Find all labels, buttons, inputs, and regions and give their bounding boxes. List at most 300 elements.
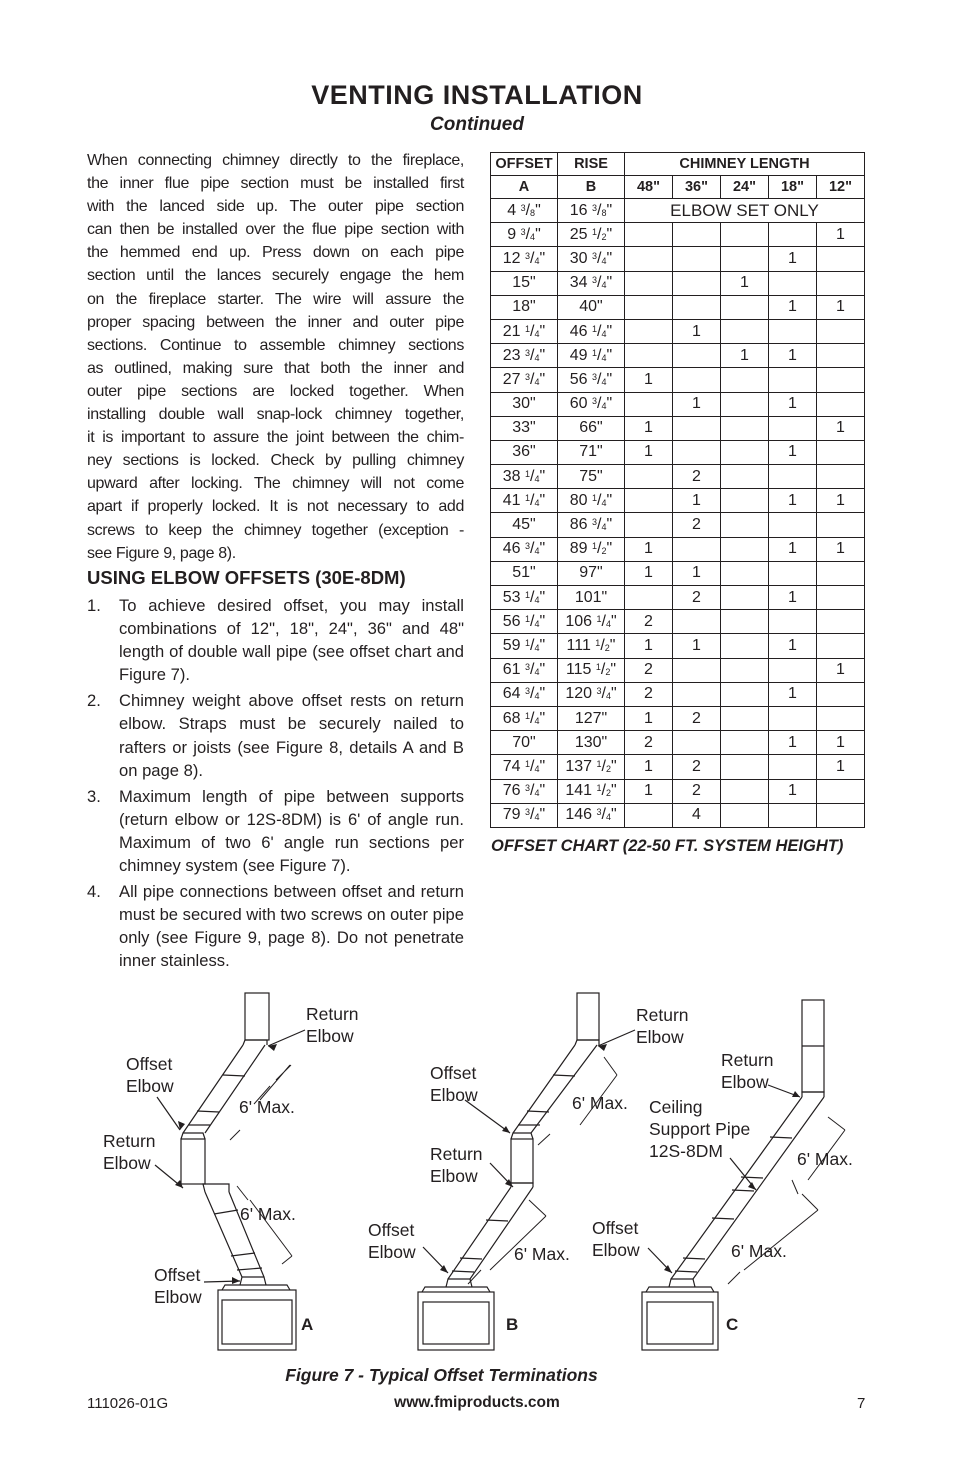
quantity-cell <box>769 755 817 779</box>
quantity-cell: 2 <box>673 706 721 730</box>
offset-cell <box>491 513 558 537</box>
quantity-cell: 2 <box>673 465 721 489</box>
offset-cell-unit: " <box>539 709 546 727</box>
page-subtitle: Continued <box>430 114 524 135</box>
website-link[interactable]: www.fmiproducts.com <box>394 1394 560 1411</box>
rise-cell <box>558 368 625 392</box>
table-row <box>491 682 865 706</box>
rise-cell-value: 120 <box>565 685 597 703</box>
offset-cell <box>491 199 558 223</box>
offset-cell-numerator: 1 <box>525 613 531 624</box>
offset-cell <box>491 803 558 827</box>
quantity-cell <box>817 779 865 803</box>
fireplace-c <box>642 1292 718 1350</box>
quantity-cell <box>721 537 769 561</box>
rise-cell-numerator: 3 <box>592 275 598 286</box>
quantity-cell <box>673 731 721 755</box>
rise-cell-numerator: 3 <box>592 396 598 407</box>
offset-cell-unit: " <box>539 806 546 824</box>
quantity-cell <box>721 731 769 755</box>
header-chimney-length: CHIMNEY LENGTH <box>625 153 865 176</box>
offset-cell <box>491 537 558 561</box>
fraction-slash: / <box>597 322 602 340</box>
rise-cell-unit: " <box>609 636 616 654</box>
rise-cell <box>558 561 625 585</box>
quantity-cell: 1 <box>769 779 817 803</box>
rise-cell-denominator: 4 <box>605 691 611 702</box>
fraction-slash: / <box>530 346 535 364</box>
quantity-cell: 1 <box>817 295 865 319</box>
quantity-cell: 2 <box>673 755 721 779</box>
offset-cell-denominator: 4 <box>534 788 540 799</box>
label-b-offset2-2: Elbow <box>368 1242 416 1262</box>
intro-line: can then be installed over the flue pipe section with <box>87 221 464 239</box>
offset-cell-value: 79 <box>502 806 526 824</box>
quantity-cell: 1 <box>769 682 817 706</box>
quantity-cell <box>721 682 769 706</box>
quantity-cell <box>769 271 817 295</box>
intro-line: on the fireplace starter. The wire will assure the <box>87 290 464 308</box>
fraction-slash: / <box>601 782 606 800</box>
rise-cell-denominator: 2 <box>601 231 607 242</box>
quantity-cell <box>721 803 769 827</box>
label-b-max-2: 6' Max. <box>514 1244 570 1264</box>
quantity-cell <box>673 537 721 561</box>
intro-line: apart if properly locked. It is not necessary to add <box>87 498 464 516</box>
quantity-cell: 1 <box>673 634 721 658</box>
rise-cell-numerator: 1 <box>596 613 602 624</box>
rise-cell <box>558 779 625 803</box>
offset-cell-unit: " <box>539 757 546 775</box>
quantity-cell <box>721 610 769 634</box>
quantity-cell: 1 <box>817 223 865 247</box>
label-c-support-pipe: Support Pipe <box>649 1119 751 1139</box>
offset-cell <box>491 247 558 271</box>
fraction-slash: / <box>597 540 602 558</box>
rise-cell <box>558 295 625 319</box>
rise-cell <box>558 537 625 561</box>
quantity-cell: 2 <box>673 513 721 537</box>
fireplace-a <box>218 1290 296 1350</box>
offset-cell-unit: " <box>539 249 546 267</box>
offset-cell-value: 30" <box>512 395 536 413</box>
label-a-max-1: 6' Max. <box>239 1097 295 1117</box>
offset-cell <box>491 610 558 634</box>
rise-cell-value: 89 <box>569 540 593 558</box>
offset-cell-value: 4 <box>507 201 521 219</box>
rise-cell <box>558 392 625 416</box>
rise-cell <box>558 755 625 779</box>
quantity-cell: 2 <box>673 586 721 610</box>
quantity-cell <box>769 416 817 440</box>
quantity-cell <box>625 513 673 537</box>
offset-cell-value: 46 <box>502 540 526 558</box>
fraction-slash: / <box>597 491 602 509</box>
quantity-cell <box>721 223 769 247</box>
rise-cell-denominator: 4 <box>601 352 607 363</box>
label-a-offset-2: Elbow <box>126 1076 174 1096</box>
list-item-text: Chimney weight above offset rests on return elbow. Straps must be securely nailed to rafters or joists (see Figure 8, details A and B on page 8). <box>119 691 464 780</box>
list-item-number: 1. <box>87 596 101 615</box>
rise-cell-unit: " <box>610 757 617 775</box>
quantity-cell <box>769 561 817 585</box>
rise-cell-unit: " <box>606 201 613 219</box>
table-row <box>491 779 865 803</box>
offset-cell <box>491 755 558 779</box>
quantity-cell <box>817 247 865 271</box>
table-row <box>491 561 865 585</box>
table-row <box>491 319 865 343</box>
rise-cell-denominator: 4 <box>601 255 607 266</box>
quantity-cell: 1 <box>769 392 817 416</box>
rise-cell-denominator: 4 <box>601 522 607 533</box>
quantity-cell <box>721 586 769 610</box>
offset-cell-unit: " <box>539 491 546 509</box>
rise-cell <box>558 223 625 247</box>
rise-cell <box>558 634 625 658</box>
rise-cell-numerator: 1 <box>592 541 598 552</box>
rise-cell-numerator: 1 <box>596 758 602 769</box>
quantity-cell <box>721 779 769 803</box>
quantity-cell: 1 <box>673 392 721 416</box>
quantity-cell: 1 <box>769 440 817 464</box>
rise-cell-unit: " <box>610 806 617 824</box>
quantity-cell <box>625 489 673 513</box>
intro-line: see Figure 9, page 8). <box>87 544 236 562</box>
quantity-cell <box>721 416 769 440</box>
list-item-text: To achieve desired offset, you may install combinations of 12", 18", 24", 36" and 48" length of double wall pipe (see offset chart and Figure 7). <box>119 596 464 685</box>
offset-cell-denominator: 8 <box>530 207 536 218</box>
quantity-cell <box>721 368 769 392</box>
quantity-cell <box>769 223 817 247</box>
rise-cell-unit: " <box>606 322 613 340</box>
table-row <box>491 489 865 513</box>
offset-cell-unit: " <box>539 685 546 703</box>
offset-cell-numerator: 3 <box>525 347 531 358</box>
rise-cell-value: 141 <box>565 782 597 800</box>
fraction-slash: / <box>530 782 535 800</box>
rise-cell <box>558 465 625 489</box>
quantity-cell: 1 <box>769 295 817 319</box>
quantity-cell: 1 <box>769 634 817 658</box>
fraction-slash: / <box>530 467 535 485</box>
list-item-number: 4. <box>87 882 101 902</box>
offset-chart <box>490 152 865 828</box>
intro-line: sections. Continue to assemble chimney sections <box>87 336 464 354</box>
offset-cell-denominator: 4 <box>530 231 536 242</box>
intro-line: When connecting chimney directly to the fireplace, <box>87 152 464 169</box>
quantity-cell <box>673 658 721 682</box>
fraction-slash: / <box>597 201 602 219</box>
quantity-cell <box>721 658 769 682</box>
quantity-cell <box>721 392 769 416</box>
table-row <box>491 537 865 561</box>
label-b-offset-1: Offset <box>430 1063 477 1083</box>
quantity-cell: 1 <box>625 634 673 658</box>
table-row <box>491 392 865 416</box>
rise-cell-denominator: 2 <box>605 788 611 799</box>
fraction-slash: / <box>530 491 535 509</box>
rise-cell <box>558 586 625 610</box>
header-rise: RISE <box>558 153 625 176</box>
quantity-cell: 1 <box>625 755 673 779</box>
offset-cell-value: 68 <box>502 709 526 727</box>
page-number: 7 <box>857 1395 866 1412</box>
label-b-return-2: Elbow <box>636 1027 684 1047</box>
label-c-return-2: Elbow <box>721 1072 769 1092</box>
quantity-cell <box>625 392 673 416</box>
quantity-cell: 1 <box>625 368 673 392</box>
offset-cell-numerator: 1 <box>525 468 531 479</box>
table-row <box>491 247 865 271</box>
intro-line: as outlined, making sure that both the inner and <box>87 359 464 377</box>
label-b-offset2-1: Offset <box>368 1220 415 1240</box>
rise-cell-numerator: 1 <box>595 662 601 673</box>
table-row <box>491 416 865 440</box>
rise-cell-numerator: 1 <box>595 637 601 648</box>
rise-cell-denominator: 8 <box>601 207 607 218</box>
rise-cell-denominator: 2 <box>604 642 610 653</box>
label-a-offset-1: Offset <box>126 1054 173 1074</box>
header-offset: OFFSET <box>491 153 558 176</box>
fraction-slash: / <box>600 661 606 679</box>
fraction-slash: / <box>530 588 535 606</box>
rise-cell-value: 60 <box>569 395 593 413</box>
rise-cell-unit: " <box>606 540 613 558</box>
offset-cell-value: 23 <box>502 346 526 364</box>
quantity-cell: 2 <box>625 610 673 634</box>
offset-cell-value: 53 <box>502 588 526 606</box>
offset-cell <box>491 465 558 489</box>
fraction-slash: / <box>530 661 535 679</box>
quantity-cell <box>817 561 865 585</box>
rise-cell-value: 130" <box>574 733 608 751</box>
offset-cell-numerator: 1 <box>525 758 531 769</box>
rise-cell-denominator: 4 <box>601 328 607 339</box>
label-b-max-1: 6' Max. <box>572 1093 628 1113</box>
section-heading: USING ELBOW OFFSETS (30E-8DM) <box>87 567 406 588</box>
quantity-cell <box>625 223 673 247</box>
quantity-cell <box>817 586 865 610</box>
rise-cell-value: 80 <box>569 491 593 509</box>
offset-cell-value: 21 <box>502 322 526 340</box>
rise-cell-unit: " <box>606 274 613 292</box>
intro-line: the inner flue pipe section must be installed first <box>87 175 464 193</box>
offset-cell-numerator: 3 <box>520 202 526 213</box>
quantity-cell <box>817 368 865 392</box>
rise-cell-unit: " <box>610 782 617 800</box>
fraction-slash: / <box>601 806 606 824</box>
offset-chart-caption: OFFSET CHART (22-50 FT. SYSTEM HEIGHT) <box>491 837 844 855</box>
rise-cell <box>558 247 625 271</box>
quantity-cell <box>817 440 865 464</box>
list-item-number: 3. <box>87 786 101 806</box>
list-item-text: Maximum length of pipe between supports (return elbow or 12S-8DM) is 6' of angle run. Maximum of two 6' angle run sections per chimney system (see Figure 7). <box>119 786 464 876</box>
offset-cell-unit: " <box>539 636 546 654</box>
header-24: 24" <box>721 176 769 199</box>
offset-cell <box>491 634 558 658</box>
fraction-slash: / <box>597 225 602 243</box>
list-item <box>87 594 464 686</box>
offset-cell-value: 76 <box>502 782 526 800</box>
rise-cell-numerator: 3 <box>592 517 598 528</box>
offset-cell-unit: " <box>539 467 546 485</box>
quantity-cell: 1 <box>673 561 721 585</box>
quantity-cell: 1 <box>817 489 865 513</box>
fireplace-b <box>418 1292 494 1350</box>
quantity-cell <box>673 247 721 271</box>
offset-cell-denominator: 4 <box>534 812 540 823</box>
quantity-cell <box>625 319 673 343</box>
offset-cell-unit: " <box>539 322 546 340</box>
quantity-cell: 2 <box>673 779 721 803</box>
rise-cell-value: 137 <box>565 757 597 775</box>
header-12: 12" <box>817 176 865 199</box>
label-a-max-2: 6' Max. <box>240 1204 296 1224</box>
offset-cell-numerator: 1 <box>525 710 531 721</box>
list-item <box>87 689 464 781</box>
rise-cell-denominator: 4 <box>601 376 607 387</box>
rise-cell-value: 56 <box>569 370 593 388</box>
table-row <box>491 368 865 392</box>
rise-cell-numerator: 3 <box>592 371 598 382</box>
intro-line: ney sections is locked. Check by pulling chimney <box>87 452 464 470</box>
quantity-cell <box>673 271 721 295</box>
rise-cell <box>558 199 625 223</box>
table-row <box>491 634 865 658</box>
label-a-return-1: Return <box>306 1004 359 1024</box>
fraction-slash: / <box>601 612 606 630</box>
table-row <box>491 440 865 464</box>
rise-cell <box>558 416 625 440</box>
figure-caption: Figure 7 - Typical Offset Terminations <box>285 1365 598 1385</box>
fraction-slash: / <box>597 516 602 534</box>
table-row <box>491 706 865 730</box>
quantity-cell: 1 <box>769 537 817 561</box>
offset-cell <box>491 392 558 416</box>
quantity-cell <box>817 344 865 368</box>
quantity-cell <box>817 682 865 706</box>
quantity-cell: 1 <box>625 779 673 803</box>
rise-cell <box>558 803 625 827</box>
intro-line: installing double wall snap-lock chimney together, <box>87 406 464 424</box>
offset-cell <box>491 344 558 368</box>
offset-cell <box>491 319 558 343</box>
table-row <box>491 295 865 319</box>
list-item-text: All pipe connections between offset and return must be secured with two screws on outer pipe only (see Figure 9, page 8). Do not penetrate inner stainless. <box>119 882 464 971</box>
quantity-cell: 1 <box>721 344 769 368</box>
offset-cell-value: 12 <box>502 249 526 267</box>
list-item <box>87 880 464 972</box>
offset-cell-numerator: 1 <box>525 589 531 600</box>
offset-cell <box>491 271 558 295</box>
table-row <box>491 803 865 827</box>
rise-cell-value: 106 <box>565 612 597 630</box>
quantity-cell <box>721 440 769 464</box>
header-col-a: A <box>491 176 558 199</box>
fraction-slash: / <box>597 395 602 413</box>
offset-cell-unit: " <box>535 225 541 243</box>
offset-cell-numerator: 3 <box>525 783 531 794</box>
rise-cell-value: 86 <box>569 516 593 534</box>
table-row <box>491 586 865 610</box>
intro-line: outer pipe sections are locked together. When <box>87 382 464 400</box>
offset-cell-denominator: 4 <box>534 546 540 557</box>
offset-cell-numerator: 1 <box>525 323 531 334</box>
quantity-cell <box>817 803 865 827</box>
rise-cell-value: 101" <box>574 588 608 606</box>
intro-line: section until the lances securely engage the hem <box>87 267 464 285</box>
quantity-cell <box>625 586 673 610</box>
quantity-cell <box>673 682 721 706</box>
rise-cell-numerator: 1 <box>592 226 598 237</box>
offset-cell-denominator: 4 <box>534 763 540 774</box>
rise-cell <box>558 489 625 513</box>
label-c-max-2: 6' Max. <box>731 1241 787 1261</box>
quantity-cell: 1 <box>769 586 817 610</box>
offset-cell-unit: " <box>539 612 546 630</box>
offset-cell-value: 27 <box>502 370 526 388</box>
quantity-cell <box>721 247 769 271</box>
quantity-cell <box>769 319 817 343</box>
rise-cell-value: 40" <box>579 298 603 316</box>
rise-cell-numerator: 3 <box>596 807 602 818</box>
rise-cell-value: 127" <box>574 709 608 727</box>
fraction-slash: / <box>530 612 535 630</box>
label-b-return-1: Return <box>636 1005 689 1025</box>
label-c-max-1: 6' Max. <box>797 1149 853 1169</box>
label-a-return-2: Elbow <box>306 1026 354 1046</box>
offset-cell-numerator: 3 <box>525 250 531 261</box>
offset-cell-numerator: 1 <box>525 492 531 503</box>
quantity-cell: 1 <box>817 658 865 682</box>
rise-cell-unit: " <box>606 346 613 364</box>
quantity-cell <box>817 319 865 343</box>
fraction-slash: / <box>530 757 535 775</box>
fraction-slash: / <box>597 346 602 364</box>
rise-cell <box>558 271 625 295</box>
fraction-slash: / <box>530 636 535 654</box>
rise-cell <box>558 440 625 464</box>
quantity-cell <box>769 706 817 730</box>
rise-cell-value: 46 <box>569 322 593 340</box>
rise-cell-value: 30 <box>569 249 593 267</box>
rise-cell-value: 75" <box>579 467 603 485</box>
table-row <box>491 223 865 247</box>
fraction-slash: / <box>525 201 531 219</box>
rise-cell <box>558 731 625 755</box>
rise-cell-value: 49 <box>569 346 593 364</box>
quantity-cell: 1 <box>769 731 817 755</box>
quantity-cell: 1 <box>817 416 865 440</box>
quantity-cell: 1 <box>625 561 673 585</box>
quantity-cell <box>673 223 721 247</box>
label-b-return2-1: Return <box>430 1144 483 1164</box>
table-row <box>491 344 865 368</box>
quantity-cell <box>625 803 673 827</box>
quantity-cell <box>625 295 673 319</box>
quantity-cell <box>673 344 721 368</box>
quantity-cell: 1 <box>817 755 865 779</box>
label-c: C <box>726 1315 739 1334</box>
rise-cell <box>558 610 625 634</box>
rise-cell-value: 16 <box>569 201 593 219</box>
label-a: A <box>301 1315 314 1334</box>
table-row <box>491 658 865 682</box>
fraction-slash: / <box>530 709 535 727</box>
offset-cell <box>491 440 558 464</box>
quantity-cell <box>625 344 673 368</box>
